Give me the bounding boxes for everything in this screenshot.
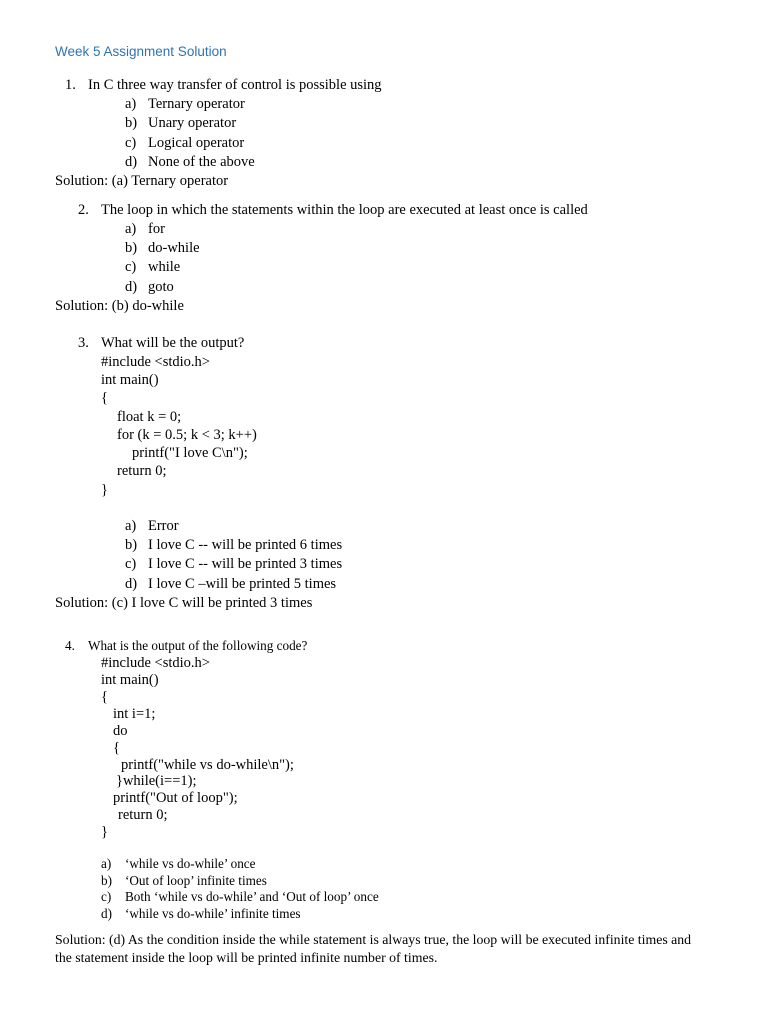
option-letter: c): [125, 259, 137, 275]
code-line: {: [113, 740, 120, 756]
solution-text: the statement inside the loop will be printed infinite number of times.: [55, 950, 438, 965]
solution-text: Solution: (b) do-while: [55, 298, 184, 314]
question-text: In C three way transfer of control is possible using: [88, 77, 382, 93]
code-line: }: [101, 824, 108, 840]
code-line: #include <stdio.h>: [101, 354, 210, 370]
code-line: for (k = 0.5; k < 3; k++): [117, 427, 257, 443]
option-text: ‘while vs do-while’ infinite times: [125, 906, 301, 921]
option-letter: a): [125, 96, 137, 112]
solution-text: Solution: (a) Ternary operator: [55, 173, 229, 189]
code-line: }while(i==1);: [116, 773, 197, 789]
code-line: int main(): [101, 372, 159, 388]
code-line: }: [101, 482, 108, 498]
option-text: Ternary operator: [148, 96, 245, 112]
code-line: return 0;: [117, 463, 167, 479]
code-line: printf("Out of loop");: [113, 790, 238, 806]
option-letter: a): [125, 221, 137, 237]
option-letter: c): [125, 556, 137, 572]
option-letter: b): [125, 537, 138, 553]
option-letter: d): [125, 279, 138, 295]
code-line: {: [101, 390, 108, 406]
option-text: do-while: [148, 240, 200, 256]
option-letter: d): [101, 906, 112, 921]
question-text: What is the output of the following code?: [88, 638, 308, 653]
solution-text: Solution: (d) As the condition inside the while statement is always true, the loop will be executed infinite times and: [55, 932, 692, 947]
question-text: The loop in which the statements within the loop are executed at least once is called: [101, 202, 588, 218]
solution-text: Solution: (c) I love C will be printed 3 times: [55, 595, 313, 611]
option-letter: a): [125, 518, 137, 534]
option-letter: c): [125, 135, 137, 151]
option-letter: b): [125, 115, 138, 131]
option-text: while: [148, 259, 181, 275]
code-line: do: [113, 723, 128, 739]
option-text: I love C -- will be printed 3 times: [148, 556, 343, 572]
option-text: None of the above: [148, 154, 255, 170]
option-text: I love C –will be printed 5 times: [148, 576, 337, 592]
option-text: ‘Out of loop’ infinite times: [125, 873, 267, 888]
question-number: 4.: [65, 638, 75, 653]
option-letter: a): [101, 856, 112, 871]
code-line: #include <stdio.h>: [101, 655, 210, 671]
code-line: float k = 0;: [117, 409, 182, 425]
option-letter: d): [125, 154, 138, 170]
code-line: printf("while vs do-while\n");: [121, 757, 294, 773]
code-line: int main(): [101, 672, 159, 688]
option-letter: d): [125, 576, 138, 592]
question-number: 3.: [78, 335, 89, 351]
option-text: for: [148, 221, 165, 237]
code-line: return 0;: [118, 807, 168, 823]
option-letter: c): [101, 889, 112, 904]
option-text: Logical operator: [148, 135, 245, 151]
option-text: ‘while vs do-while’ once: [125, 856, 256, 871]
question-text: What will be the output?: [101, 335, 245, 351]
option-text: Error: [148, 518, 179, 534]
option-text: Both ‘while vs do-while’ and ‘Out of loop’ once: [125, 889, 379, 904]
page-title: Week 5 Assignment Solution: [55, 44, 227, 59]
option-letter: b): [125, 240, 138, 256]
option-letter: b): [101, 873, 112, 888]
question-number: 1.: [65, 77, 76, 93]
option-text: I love C -- will be printed 6 times: [148, 537, 343, 553]
question-number: 2.: [78, 202, 89, 218]
option-text: Unary operator: [148, 115, 237, 131]
code-line: {: [101, 689, 108, 705]
option-text: goto: [148, 279, 174, 295]
code-line: printf("I love C\n");: [132, 445, 248, 461]
code-line: int i=1;: [113, 706, 156, 722]
